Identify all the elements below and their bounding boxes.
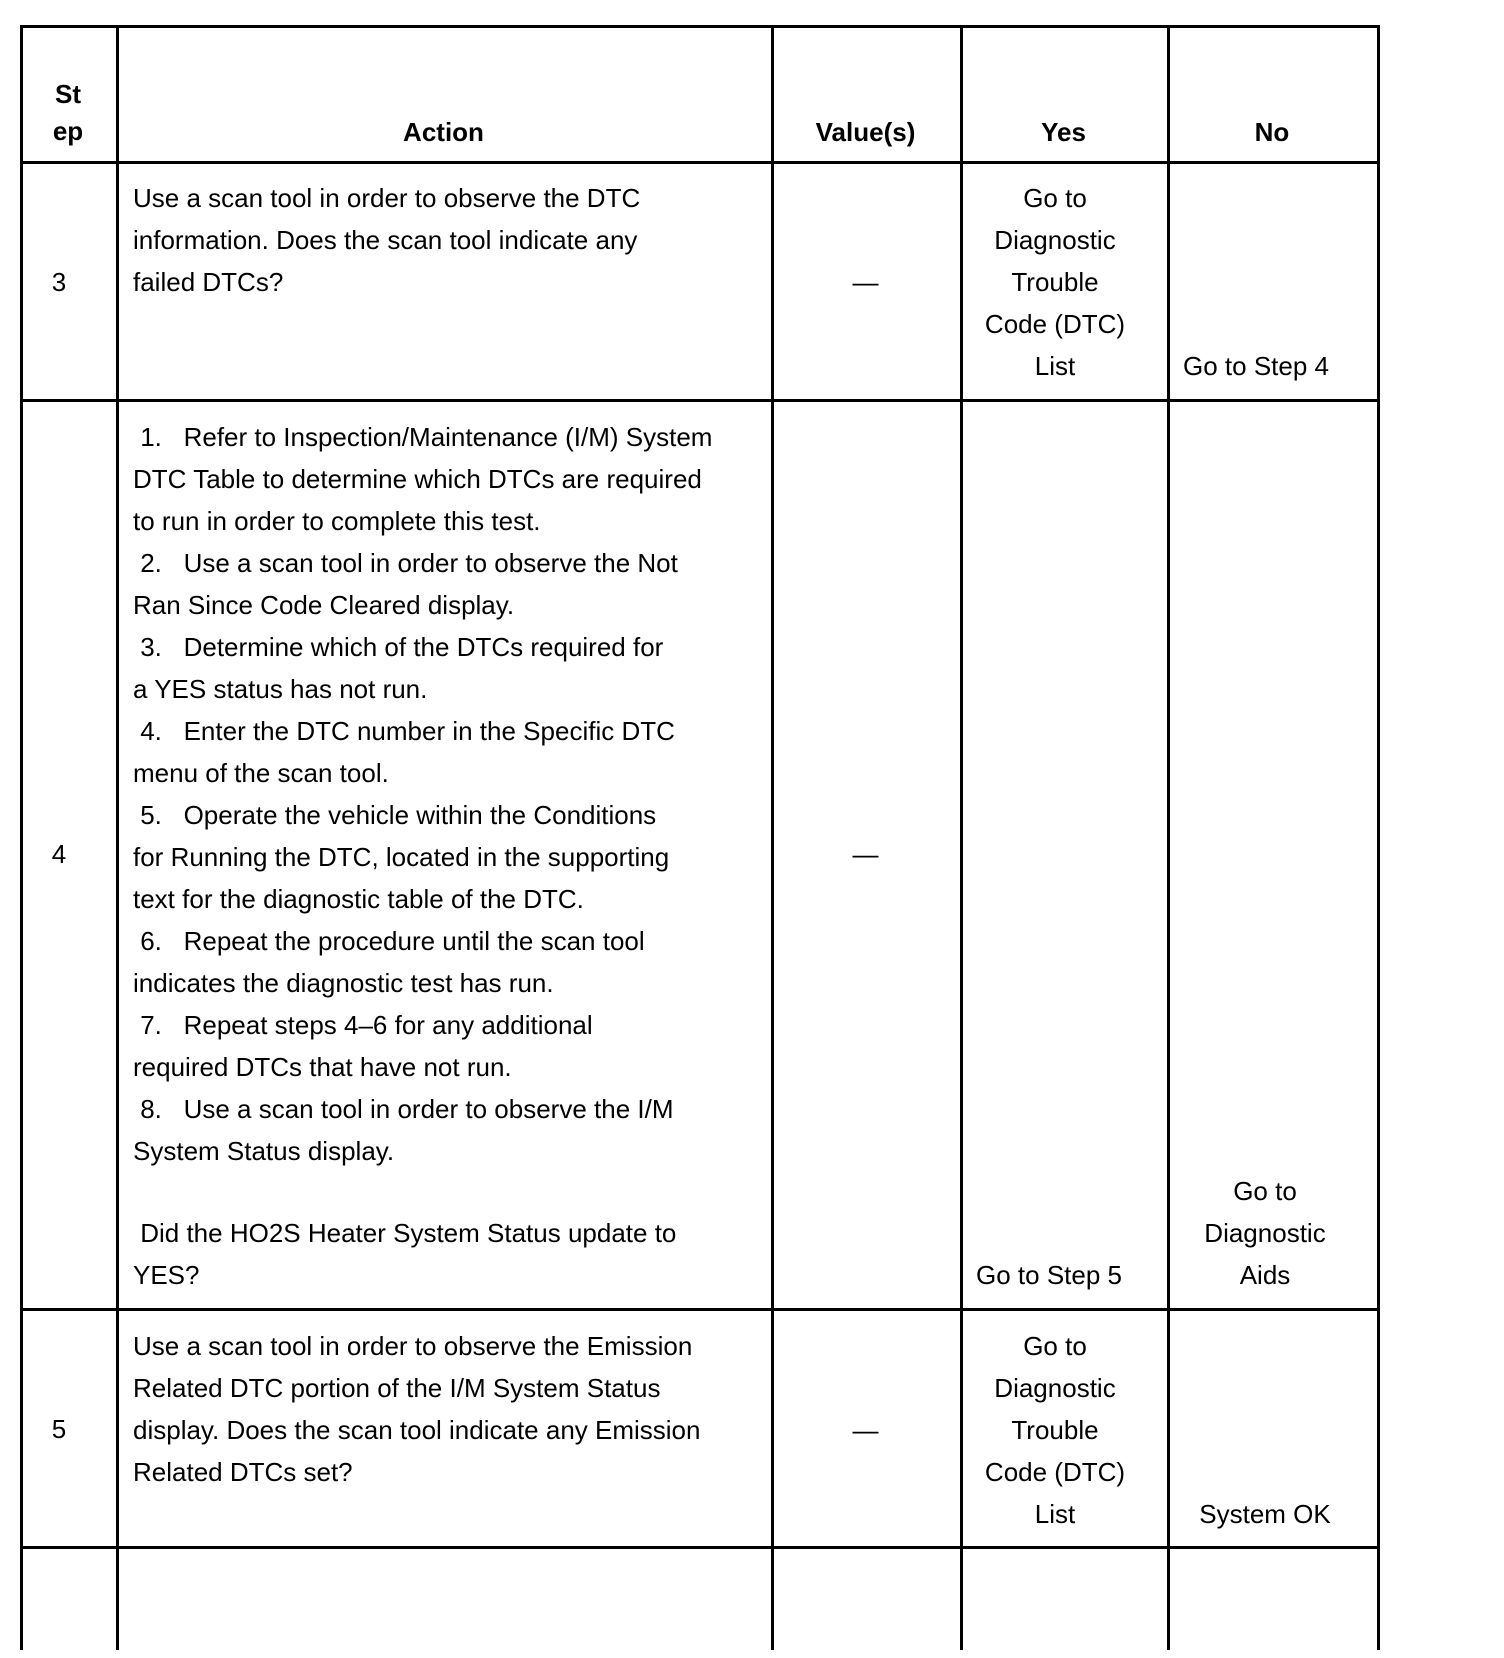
yes-cell: Go to Diagnostic Trouble Code (DTC) List (984, 183, 1126, 381)
header-action: Action (403, 117, 484, 147)
step-number: 3 (51, 267, 67, 297)
grid-line (20, 25, 1380, 28)
action-text: 1. Refer to Inspection/Maintenance (I/M) System DTC Table to determine which DTCs are required to run in order to complete this test. 2. Use a scan tool in order to observe the Not Ran Since Code Cleared display. 3. Determine which of the DTCs required for a YES status has not run. 4. Enter the DTC number in the Specific DTC menu of the scan tool. 5. Operate the vehicle within the Conditions for Running the DTC, located in the supporting text for the diagnostic table of the DTC. 6. Repeat the procedure until the scan tool indicates the diagnostic test has run. 7. Repeat steps 4–6 for any additional required DTCs that have not run. 8. Use a scan tool in order to observe the I/M System Status display. (133, 422, 713, 1166)
header-no: No (1254, 117, 1290, 147)
header-step: St ep (52, 79, 84, 146)
grid-line (20, 1308, 1380, 1311)
grid-line (1377, 25, 1380, 1650)
grid-line (20, 1546, 1380, 1549)
grid-line (20, 161, 1380, 164)
no-cell: Go to Step 4 (1183, 351, 1329, 381)
value-cell: — (852, 267, 879, 297)
value-cell: — (852, 839, 879, 869)
no-cell: System OK (1199, 1499, 1331, 1529)
grid-line (116, 25, 119, 1650)
grid-line (20, 399, 1380, 402)
diagnostic-table (20, 25, 1380, 1650)
no-cell: Go to Diagnostic Aids (1204, 1176, 1326, 1290)
value-cell: — (852, 1415, 879, 1445)
question-text: Did the HO2S Heater System Status update to YES? (133, 1218, 677, 1290)
action-text: Use a scan tool in order to observe the DTC information. Does the scan tool indicate any failed DTCs? (133, 183, 641, 297)
header-values: Value(s) (815, 117, 916, 147)
grid-line (1167, 25, 1170, 1650)
yes-cell: Go to Step 5 (976, 1260, 1122, 1290)
step-number: 4 (51, 839, 67, 869)
header-yes: Yes (1041, 117, 1086, 147)
step-number: 5 (51, 1414, 67, 1444)
action-text: Use a scan tool in order to observe the Emission Related DTC portion of the I/M System Status display. Does the scan tool indicate any Emission Related DTCs set? (133, 1331, 701, 1487)
yes-cell: Go to Diagnostic Trouble Code (DTC) List (984, 1331, 1126, 1529)
